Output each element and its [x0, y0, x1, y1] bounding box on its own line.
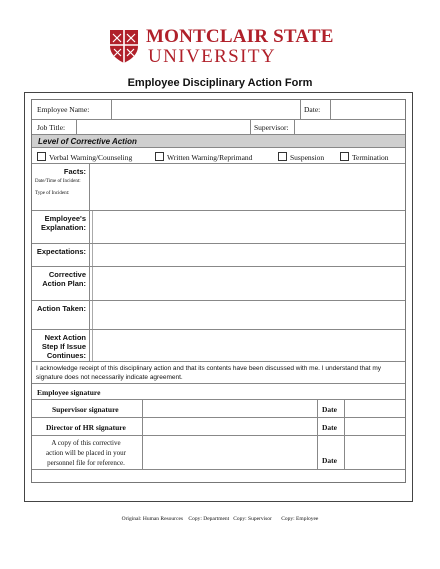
checkbox[interactable] [278, 152, 287, 161]
next-action-label: Next Action Step If Issue Continues: [41, 333, 86, 360]
row-copy-note [32, 436, 405, 470]
expectations-label: Expectations: [36, 247, 86, 256]
action-taken-field[interactable] [94, 301, 405, 329]
explanation-label-cell [32, 211, 90, 243]
option-verbal-warning[interactable]: Verbal Warning/Counseling [37, 152, 132, 162]
plan-label: Corrective Action Plan: [42, 270, 86, 288]
incident-type-label: Type of Incident: [35, 191, 70, 196]
checkbox[interactable] [340, 152, 349, 161]
option-termination[interactable]: Termination [340, 152, 389, 162]
supervisor-signature-field[interactable] [143, 400, 317, 417]
plan-field[interactable] [94, 267, 405, 300]
shield-crest-icon [108, 28, 140, 64]
director-signature-field[interactable] [143, 418, 317, 435]
explanation-label: Employee's Explanation: [40, 214, 86, 232]
checkbox[interactable] [155, 152, 164, 161]
employee-name-field[interactable] [112, 100, 292, 119]
employee-date-field[interactable] [345, 436, 405, 469]
checkbox[interactable] [37, 152, 46, 161]
date-field[interactable] [331, 100, 405, 119]
row-employee-explanation [32, 211, 405, 244]
form-outer-border [24, 92, 413, 502]
corrective-action-heading: Level of Corrective Action [38, 137, 137, 146]
university-logo [108, 26, 338, 68]
row-job-title [32, 120, 405, 135]
row-corrective-plan [32, 267, 405, 301]
supervisor-date-field[interactable] [345, 400, 405, 417]
row-acknowledgement [32, 362, 405, 384]
next-action-label-cell [32, 330, 90, 361]
supervisor-label: Supervisor: [254, 123, 289, 132]
logo-text-line2: UNIVERSITY [148, 46, 276, 67]
copy-note-text: A copy of this corrective action will be placed in your personnel file for reference. [46, 439, 126, 467]
job-title-label: Job Title: [37, 123, 66, 132]
option-written-warning[interactable]: Written Warning/Reprimand [155, 152, 252, 162]
date-label: Date: [304, 105, 321, 114]
option-suspension[interactable]: Suspension [278, 152, 324, 162]
corrective-action-header [32, 135, 405, 148]
supervisor-field[interactable] [295, 120, 405, 134]
expectations-label-cell [32, 244, 90, 266]
employee-signature-label: Employee signature [37, 388, 101, 397]
row-expectations [32, 244, 405, 267]
footer-original: Original: Human Resources [121, 516, 184, 522]
facts-label-cell [32, 164, 90, 210]
facts-label: Facts: [63, 167, 86, 176]
row-employee-signature [32, 384, 405, 400]
employee-name-label: Employee Name: [37, 105, 90, 114]
director-date-label: Date [322, 423, 337, 432]
acknowledgement-text: I acknowledge receipt of this disciplinary action and that its contents have been discussed with me. I understand that my signature does not necessarily indicate agreement. [36, 365, 382, 381]
form-table [31, 99, 406, 483]
employee-signature-field[interactable] [132, 384, 405, 399]
explanation-field[interactable] [94, 211, 405, 243]
row-director-signature [32, 418, 405, 436]
incident-date-label: Date/Time of Incident: [35, 179, 81, 184]
director-date-field[interactable] [345, 418, 405, 435]
corrective-action-options [32, 148, 405, 164]
next-action-field[interactable] [94, 330, 405, 361]
row-employee-name [32, 100, 405, 120]
row-supervisor-signature [32, 400, 405, 418]
form-title: Employee Disciplinary Action Form [127, 77, 313, 89]
row-action-taken [32, 301, 405, 330]
supervisor-signature-label: Supervisor signature [52, 405, 119, 414]
expectations-field[interactable] [94, 244, 405, 266]
footer-copy-department: Copy: Department [188, 516, 230, 522]
director-signature-label: Director of HR signature [46, 423, 126, 432]
logo-text-line1: MONTCLAIR STATE [146, 26, 334, 47]
row-facts [32, 164, 405, 211]
job-title-field[interactable] [77, 120, 252, 134]
supervisor-date-label: Date [322, 405, 337, 414]
footer-copy-employee: Copy: Employee [281, 516, 319, 522]
row-next-action [32, 330, 405, 362]
action-taken-label-cell [32, 301, 90, 329]
footer-copy-supervisor: Copy: Supervisor [233, 516, 272, 522]
action-taken-label: Action Taken: [36, 304, 86, 313]
row-blank [32, 470, 405, 482]
distribution-footer [0, 516, 440, 522]
facts-field[interactable] [91, 164, 405, 210]
plan-label-cell [32, 267, 90, 300]
employee-date-label: Date [322, 456, 337, 465]
employee-final-signature-field[interactable] [143, 436, 317, 469]
